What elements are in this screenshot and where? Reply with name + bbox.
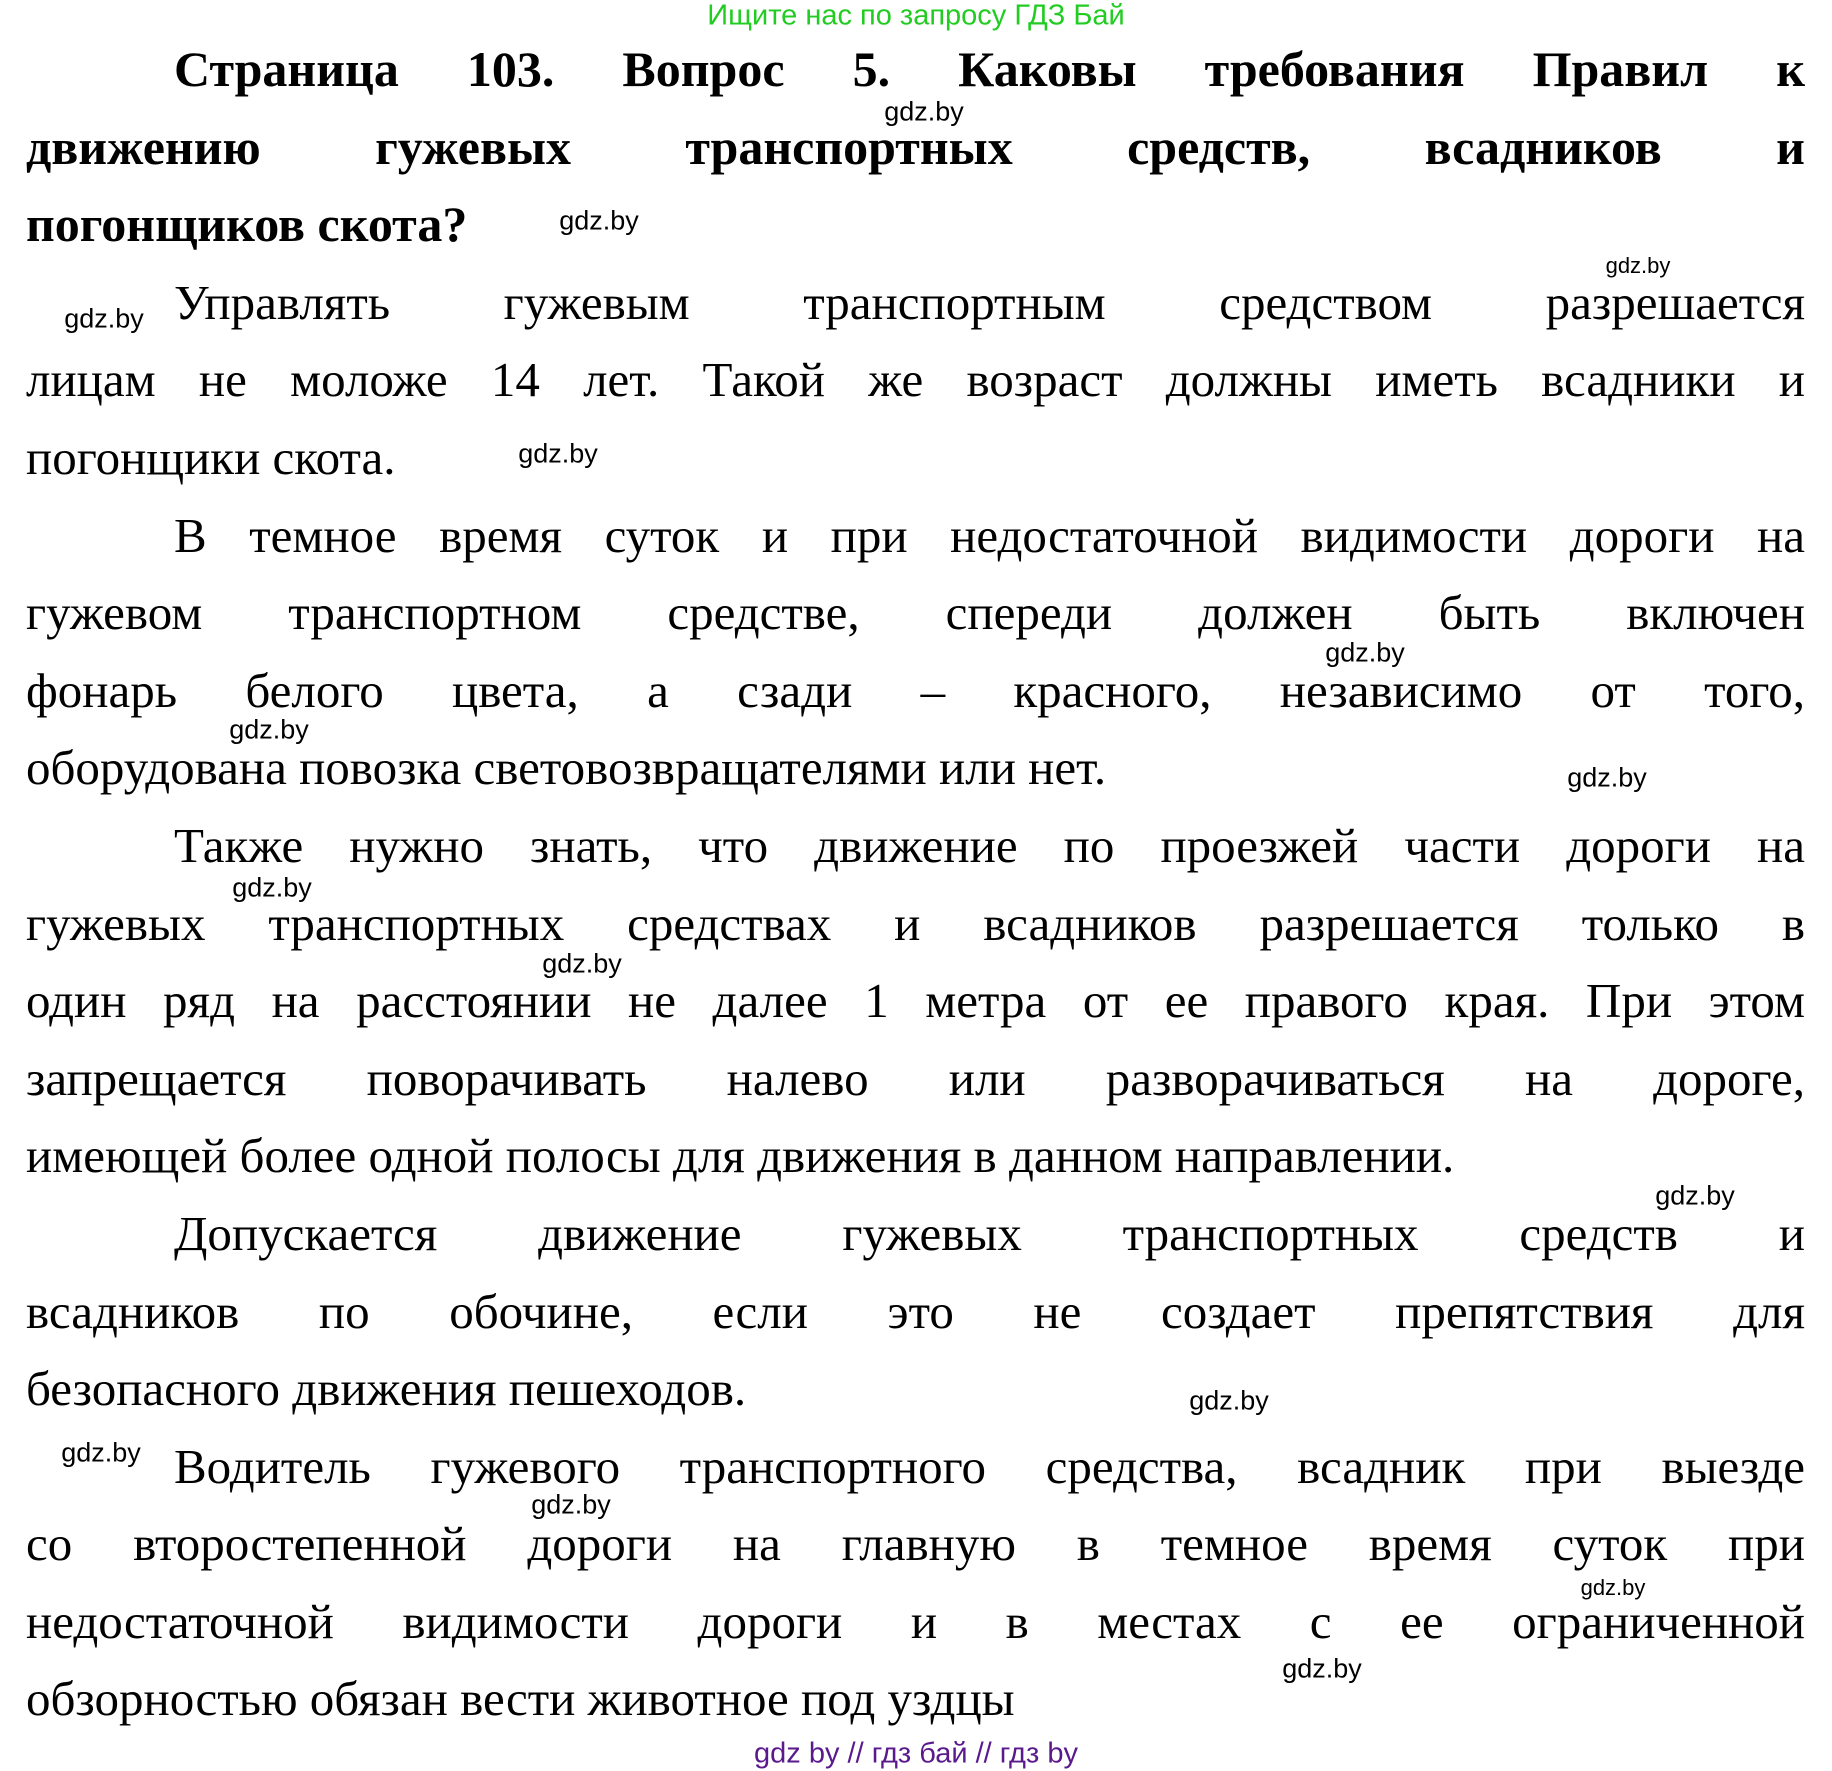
watermark-text: gdz.by: [518, 438, 598, 469]
question-title-line: движению гужевых транспортных средств, всадников и: [26, 118, 1805, 175]
watermark-text: gdz.by: [884, 96, 964, 127]
watermark-text: gdz.by: [531, 1489, 611, 1520]
watermark-text: gdz.by: [232, 872, 312, 903]
answer-text-line: погонщики скота.: [26, 429, 396, 485]
watermark-text: gdz.by: [1325, 637, 1405, 668]
question-title-line: Страница 103. Вопрос 5. Каковы требования Правил к: [174, 41, 1805, 97]
answer-text-line: имеющей более одной полосы для движения в данном направлении.: [26, 1128, 1455, 1184]
watermark-text: gdz.by: [61, 1437, 141, 1468]
footer-links: gdz by // гдз бай // гдз by: [754, 1737, 1078, 1770]
watermark-text: gdz.by: [1580, 1575, 1646, 1600]
answer-text-line: гужевом транспортном средстве, спереди должен быть включен: [26, 585, 1805, 641]
answer-text-line: обзорностью обязан вести животное под уздцы: [26, 1671, 1015, 1727]
search-banner: Ищите нас по запросу ГДЗ Бай: [707, 0, 1125, 32]
answer-text-line: Также нужно знать, что движение по проезжей части дороги на: [174, 817, 1805, 873]
watermark-text: gdz.by: [1605, 253, 1671, 278]
question-title-line: погонщиков скота?: [26, 196, 468, 253]
watermark-text: gdz.by: [1655, 1180, 1735, 1211]
answer-text-line: недостаточной видимости дороги и в местах с ее ограниченной: [26, 1593, 1805, 1649]
watermark-text: gdz.by: [1189, 1385, 1269, 1416]
answer-text-line: со второстепенной дороги на главную в темное время суток при: [26, 1516, 1805, 1572]
watermark-text: gdz.by: [1282, 1653, 1362, 1684]
answer-text-line: оборудована повозка световозвращателями или нет.: [26, 740, 1107, 796]
answer-text-line: безопасного движения пешеходов.: [26, 1361, 747, 1417]
answer-text-line: Допускается движение гужевых транспортных средств и: [174, 1205, 1805, 1261]
answer-text-line: фонарь белого цвета, а сзади – красного, независимо от того,: [26, 662, 1805, 718]
watermark-text: gdz.by: [64, 303, 144, 334]
answer-text-line: Водитель гужевого транспортного средства, всадник при выезде: [174, 1438, 1805, 1494]
watermark-text: gdz.by: [1567, 762, 1647, 793]
answer-text-line: запрещается поворачивать налево или разворачиваться на дороге,: [26, 1050, 1805, 1106]
answer-text-line: Управлять гужевым транспортным средством разрешается: [174, 274, 1805, 330]
watermark-text: gdz.by: [559, 205, 639, 236]
watermark-text: gdz.by: [229, 714, 309, 745]
answer-text-line: В темное время суток и при недостаточной видимости дороги на: [174, 507, 1805, 563]
watermark-text: gdz.by: [542, 948, 622, 979]
answer-text-line: лицам не моложе 14 лет. Такой же возраст должны иметь всадники и: [26, 352, 1805, 408]
answer-text-line: один ряд на расстоянии не далее 1 метра от ее правого края. При этом: [26, 973, 1805, 1029]
answer-text-line: всадников по обочине, если это не создает препятствия для: [26, 1283, 1805, 1339]
answer-text-line: гужевых транспортных средствах и всадников разрешается только в: [26, 895, 1805, 951]
